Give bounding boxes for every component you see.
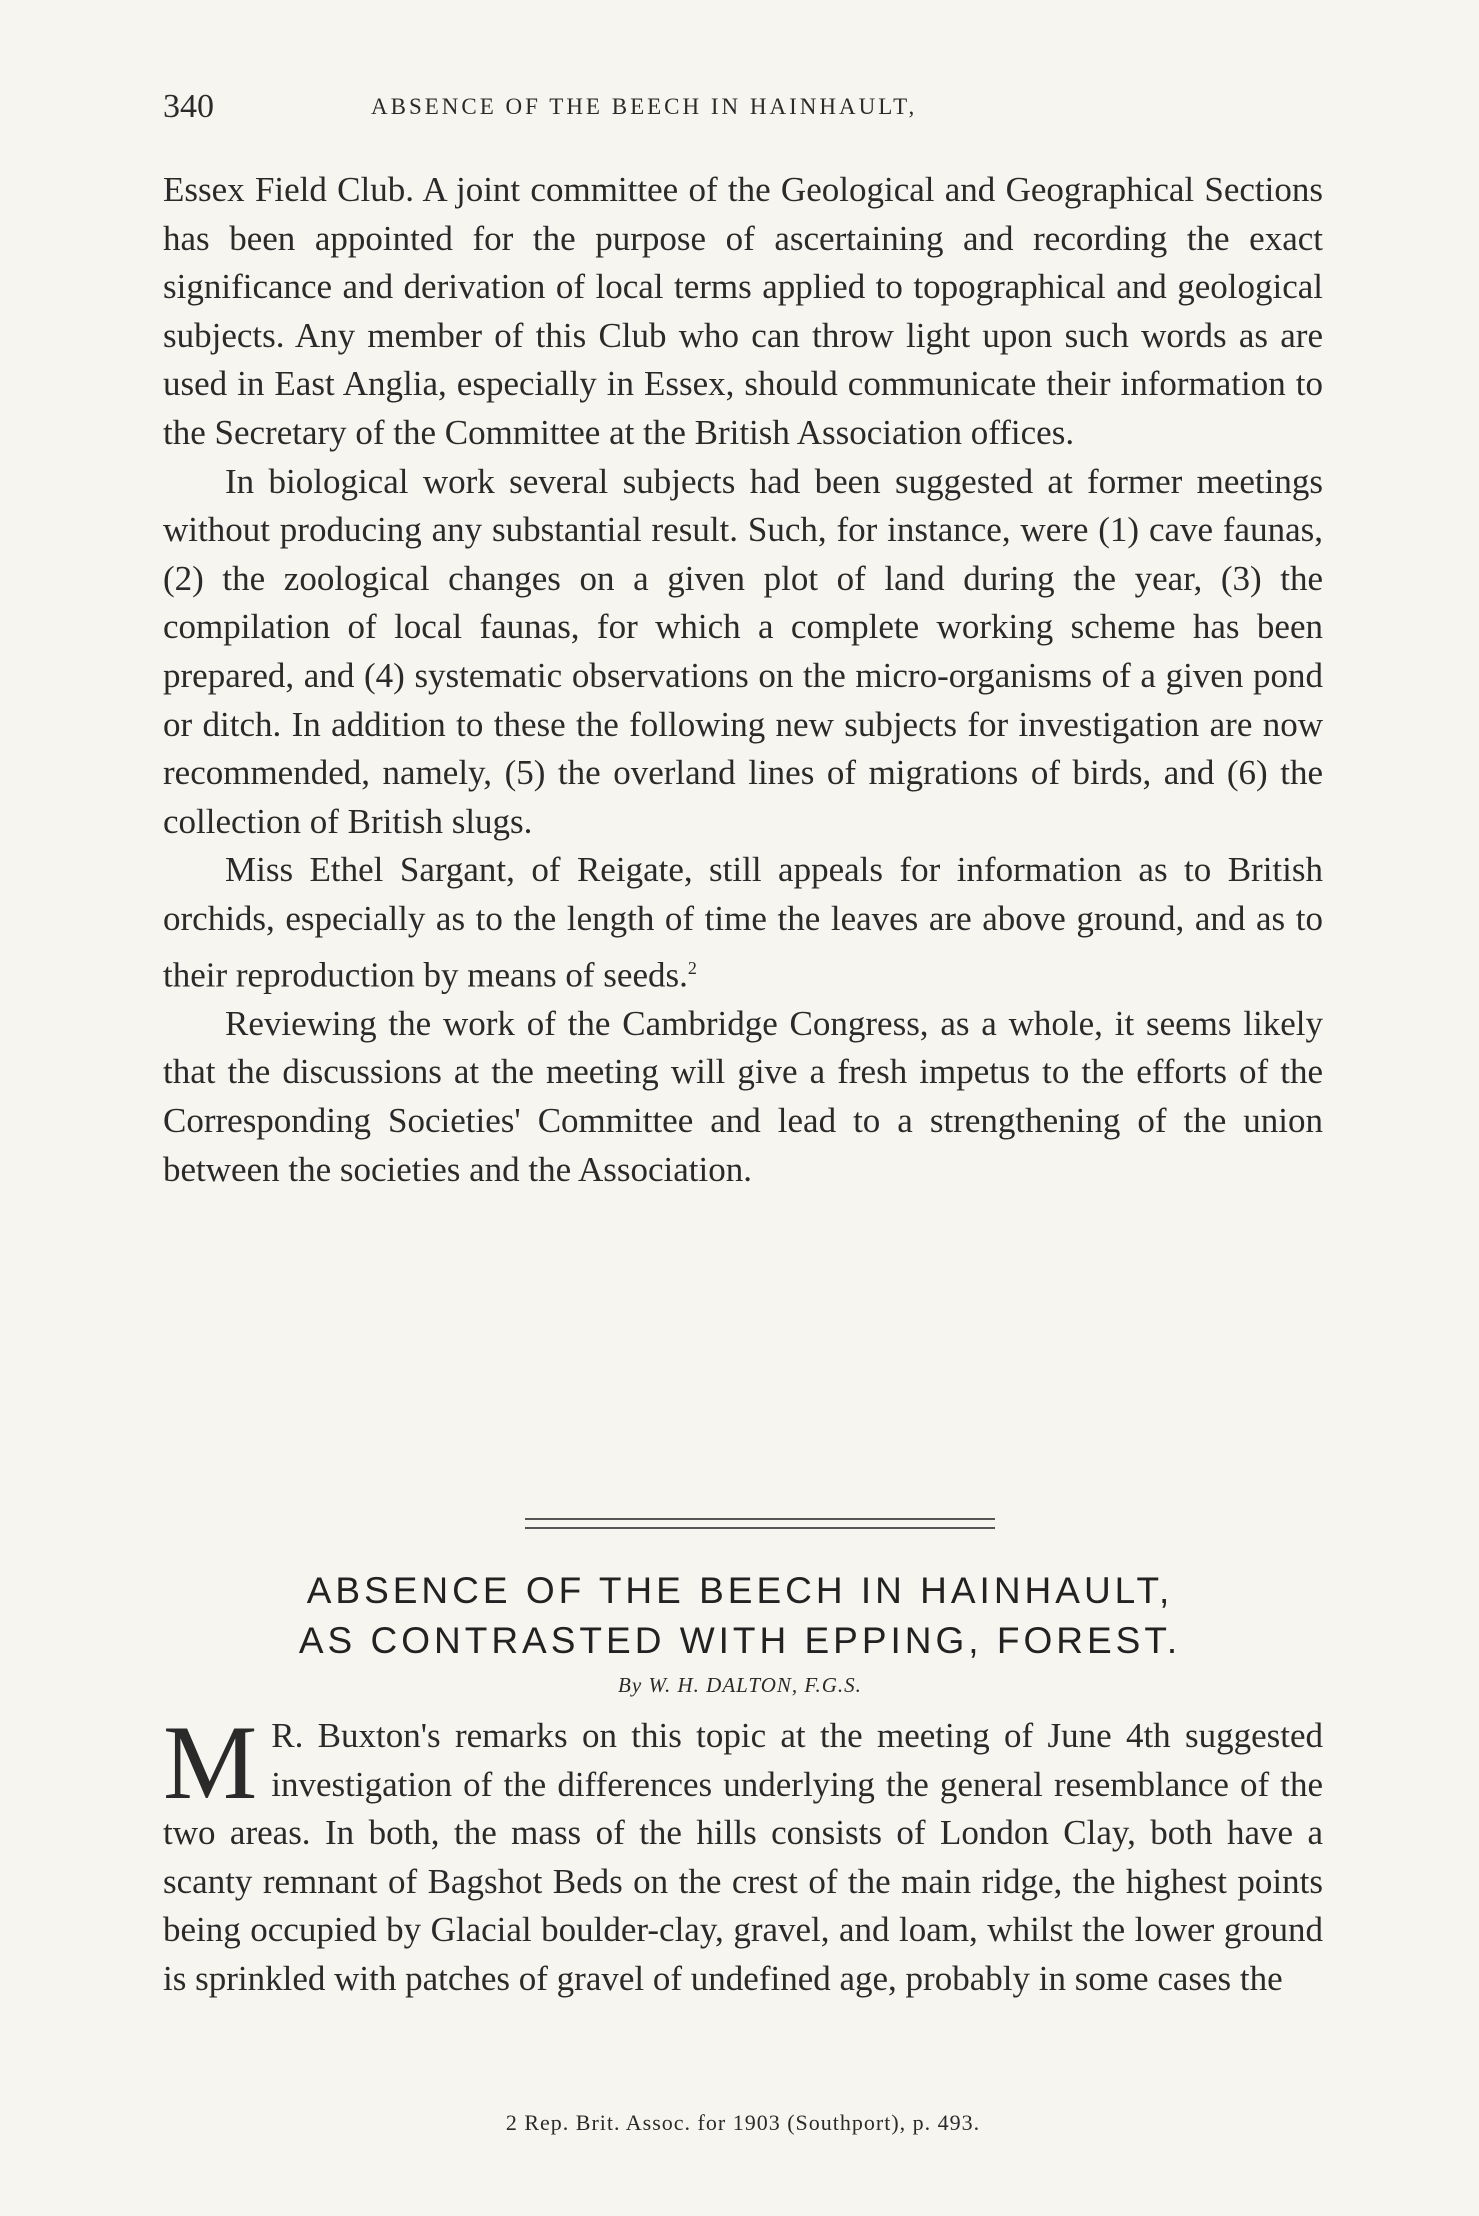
article-heading: [150, 1566, 1330, 1666]
footnote-marker: 2: [687, 957, 697, 978]
running-head: [163, 88, 1333, 132]
section-divider: [525, 1518, 995, 1529]
article-paragraph: R. Buxton's remarks on this topic at the meeting of June 4th suggested investigation of the differences underlying the general resemblance of the two areas. In both, the mass of the hills consists of London Clay, both have a scanty remnant of Bagshot Beds on the crest of the main ridge, the highest points being occupied by Glacial boulder-clay, gravel, and loam, whilst the lower ground is sprinkled with patches of gravel of undefined age, probably in some cases the: [163, 1716, 1323, 1998]
footnote: 2 Rep. Brit. Assoc. for 1903 (Southport), p. 493.: [505, 2110, 981, 2135]
paragraph: [163, 846, 1323, 999]
body-text: [163, 166, 1323, 1194]
paragraph: Reviewing the work of the Cambridge Congress, as a whole, it seems likely that the discussions at the meeting will give a fresh impetus to the efforts of the Corresponding Societies' Committee and lead to a strengthening of the union between the societies and the Association.: [163, 1003, 1323, 1189]
paragraph: In biological work several subjects had been suggested at former meetings without producing any substantial result. Such, for instance, were (1) cave faunas, (2) the zoological changes on a given plot of land during the year, (3) the compilation of local faunas, for which a complete working scheme has been prepared, and (4) systematic observations on the micro-organisms of a given pond or ditch. In addition to these the following new subjects for investigation are now recommended, namely, (5) the overland lines of migrations of birds, and (6) the collection of British slugs.: [163, 461, 1323, 841]
drop-cap: M: [163, 1704, 258, 1821]
paragraph-text: Miss Ethel Sargant, of Reigate, still appeals for information as to British orchids, especially as to the length of time the leaves are above ground, and as to their reproduction by means of seeds.: [163, 850, 1323, 995]
article-heading-line: ABSENCE OF THE BEECH IN HAINHAULT,: [306, 1570, 1174, 1611]
article-heading-line: AS CONTRASTED WITH EPPING, FOREST.: [298, 1620, 1182, 1661]
byline: By W. H. DALTON, F.G.S.: [618, 1673, 862, 1697]
running-head-title: ABSENCE OF THE BEECH IN HAINHAULT,: [371, 94, 918, 119]
article-body: [163, 1704, 1323, 2004]
page-number: 340: [163, 88, 214, 125]
paragraph: Essex Field Club. A joint committee of the Geological and Geographical Sections has been appointed for the purpose of ascertaining and recording the exact significance and derivation of local terms applied to topographical and geological subjects. Any member of this Club who can throw light upon such words as are used in East Anglia, especially in Essex, should communicate their information to the Secretary of the Committee at the British Association offices.: [163, 170, 1323, 452]
